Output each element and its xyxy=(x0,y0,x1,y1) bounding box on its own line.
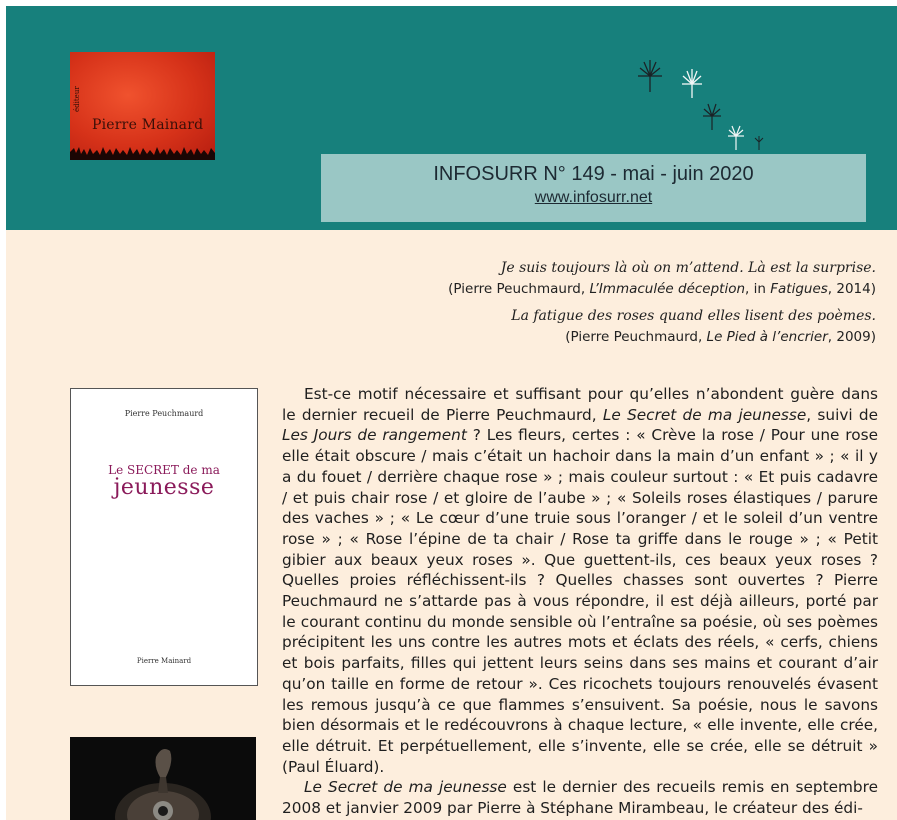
book-title: Le Secret de ma jeunesse xyxy=(304,778,507,797)
paragraph-text: est le dernier des recueils remis en septembre 2008 et janvier 2009 par Pierre à Stéphane Mirambeau, le créateur des édi- xyxy=(282,778,879,818)
epigraph-reference xyxy=(276,279,876,300)
ref-work-title: Fatigues xyxy=(770,281,828,297)
sculpture-photo xyxy=(70,737,256,820)
article-paragraph xyxy=(282,777,878,818)
ref-work-title: Le Pied à l’encrier xyxy=(706,329,828,345)
logo-side-label: éditeur xyxy=(73,86,81,112)
epigraph-quote: Je suis toujours là où on m’attend. Là est la surprise. xyxy=(500,260,876,276)
cover-title-line1: Le SECRET de ma xyxy=(108,463,220,477)
cover-title-line2: jeunesse xyxy=(113,475,215,500)
epigraph-quote: La fatigue des roses quand elles lisent des poèmes. xyxy=(511,308,876,324)
newsletter-page xyxy=(6,6,897,820)
ref-text: , 2014) xyxy=(827,281,876,297)
issue-title-box xyxy=(321,154,866,222)
header-banner xyxy=(6,6,897,230)
paragraph-text: , suivi de xyxy=(806,405,878,424)
book-title: Les Jours de rangement xyxy=(282,426,467,445)
logo-grass-decoration xyxy=(70,146,215,160)
ref-text: , 2009) xyxy=(827,329,876,345)
cover-publisher: Pierre Mainard xyxy=(136,657,192,665)
epigraph-reference xyxy=(276,327,876,348)
sculpture-image xyxy=(70,737,256,820)
paragraph-text: ? Les fleurs, certes : « Crève la rose / Pour une rose elle était obscure / mais c’était un hachoir dans la main d’un enfant » ; « il y a du fouet / derrière chaque rose » ; mais couleur surtout : « Et puis cadavre / et puis chair rose / et gloire de l’aube » ; « Soleils roses élastiques / parure des vaches » ; « Le cœur d’une truie sous l’oranger / et le soleil d’un ventre rose » ; « Rose l’épine de ta chair / Rose ta griffe dans le rouge » ; « Petit gibier aux beaux yeux roses ». Que guettent-ils, ces beaux yeux roses ? Quelles proies réfléchissent-ils ? Quelles chasses sont ouvertes ? Pierre Peuchmaurd ne s’attarde pas à vous répondre, il est déjà ailleurs, porté par le courant continu du monde sensible où l’entraîne sa poésie, où ses poèmes précipitent les uns contre les autres mots et éclats des réels, « cerfs, chiens et bois parfaits, filles qui jettent leurs seins dans ses mains et courant d’air qu’on taille en forme de retour ». Ces ricochets toujours renouvelés évasent les remous jusqu’à ce que flammes s’ensuivent. Sa poésie, nous le savons bien désormais et le redécouvrons à chaque lecture, « elle invente, elle crée, elle détruit. Et perpétuellement, elle s’invente, elle se crée, elle se détruit » (Paul Éluard). xyxy=(282,426,878,776)
issue-title: INFOSURR N° 149 - mai - juin 2020 xyxy=(433,163,754,185)
website-link[interactable]: www.infosurr.net xyxy=(534,189,653,206)
logo-publisher-name: Pierre Mainard xyxy=(92,117,204,133)
paragraph-text: Est-ce motif nécessaire et suffisant pour qu’elles n’abondent guère dans le dernier recueil de Pierre Peuchmaurd, xyxy=(282,385,878,424)
publisher-logo xyxy=(70,52,215,160)
cover-title xyxy=(71,463,257,499)
dandelion-seeds-illustration xyxy=(626,54,776,154)
ref-text: (Pierre Peuchmaurd, xyxy=(448,281,590,297)
article-paragraph xyxy=(282,384,878,777)
epigraphs xyxy=(276,258,876,348)
book-cover xyxy=(70,388,258,686)
book-title: Le Secret de ma jeunesse xyxy=(602,405,807,424)
cover-author: Pierre Peuchmaurd xyxy=(124,409,204,418)
ref-work-title: L’Immaculée déception xyxy=(589,281,746,297)
ref-text: (Pierre Peuchmaurd, xyxy=(565,329,707,345)
ref-text: , in xyxy=(745,281,771,297)
article-body xyxy=(282,384,878,819)
